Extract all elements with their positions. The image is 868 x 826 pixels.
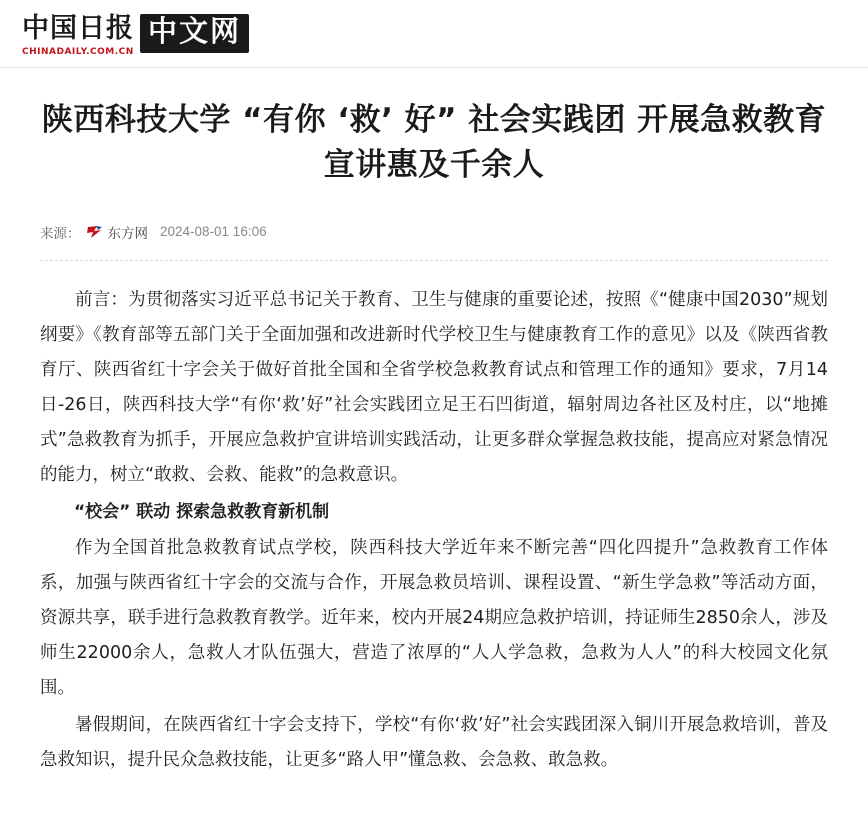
logo-chinese-title: 中国日报 [22, 13, 134, 44]
article-container [0, 68, 868, 778]
byline-source-label: 来源： [40, 225, 81, 241]
site-header [0, 0, 868, 68]
byline [40, 222, 828, 261]
article-subheading: “校会” 联动 探索急救教育新机制 [74, 501, 330, 522]
logo-chinadaily [22, 14, 134, 57]
article-body [40, 283, 828, 778]
byline-timestamp: 2024-08-01 16:06 [160, 224, 267, 240]
article-paragraph: 作为全国首批急救教育试点学校，陕西科技大学近年来不断完善“四化四提升”急救教育工作体系，加强与陕西省红十字会的交流与合作，开展急救员培训、课程设置、“新生学急救”等活动方面，资源共享，联手进行急救教育教学。近年来，校内开展24期应急救护培训，持证师生2850余人，涉及师生22000余人，急救人才队伍强大，营造了浓厚的“人人学急救，急救为人人”的科大校园文化氛围。 [40, 537, 828, 698]
article-paragraph: 暑假期间，在陕西省红十字会支持下，学校“有你‘救’好”社会实践团深入铜川开展急救培训，普及急救知识，提升民众急救技能，让更多“路人甲”懂急救、会急救、敢急救。 [40, 714, 828, 770]
logo-chinese-site-badge: 中文网 [140, 14, 249, 53]
source-flag-icon [87, 225, 103, 239]
article-paragraph: 前言：为贯彻落实习近平总书记关于教育、卫生与健康的重要论述，按照《“健康中国2030”规划纲要》《教育部等五部门关于全面加强和改进新时代学校卫生与健康教育工作的意见》以及《陕西省教育厅、陕西省红十字会关于做好首批全国和全省学校急救教育试点和管理工作的通知》要求，7月14日-26日，陕西科技大学“有你‘救’好”社会实践团立足王石凹街道，辐射周边各社区及村庄，以“地摊式”急救教育为抓手，开展应急救护宣讲培训实践活动，让更多群众掌握急救技能，提高应对紧急情况的能力，树立“敢救、会救、能救”的急救意识。 [40, 289, 828, 485]
site-logo[interactable] [22, 14, 846, 57]
logo-domain-text: CHINADAILY.COM.CN [22, 46, 134, 57]
byline-source-name[interactable]: 东方网 [107, 225, 148, 241]
page-title: 陕西科技大学 “有你 ‘救’ 好” 社会实践团 开展急救教育宣讲惠及千余人 [41, 101, 827, 183]
